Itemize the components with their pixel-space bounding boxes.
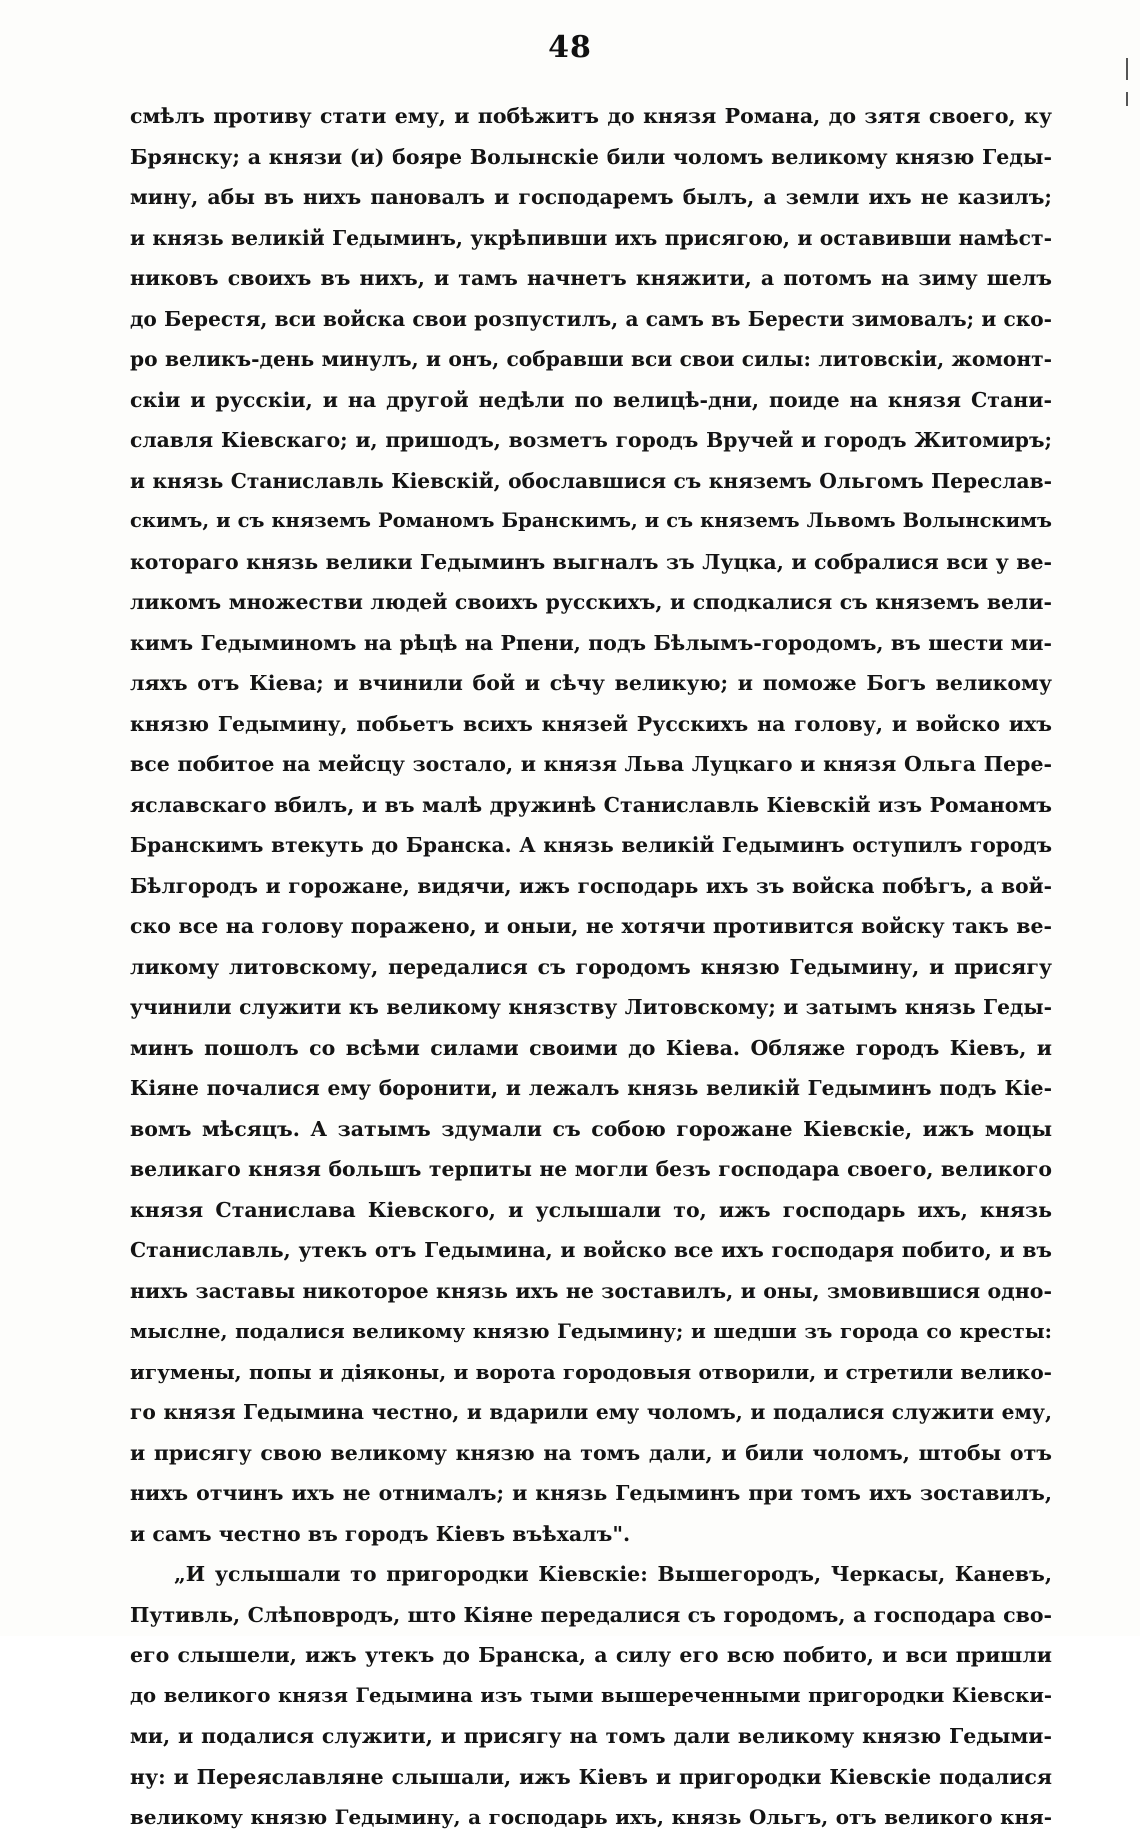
text-line: никовъ своихъ въ нихъ, и тамъ начнетъ княжити, а потомъ на зиму шелъ (130, 266, 1052, 290)
text-line: Бѣлгородъ и горожане, видячи, ижъ господарь ихъ зъ войска побѣгъ, а вой- (130, 873, 1052, 898)
text-line: и князь Станиславль Кіевскій, обославшися съ княземъ Ольгомъ Переслав- (130, 468, 1052, 493)
text-line: ну: и Переяславляне слышали, ижъ Кіевъ и пригородки Кіевскіе подалися (130, 1764, 1052, 1789)
paragraph-end-line: и самъ честно въ городъ Кіевъ въѣхалъ". (130, 1521, 631, 1546)
text-line: скіи и русскіи, и на другой недѣли по велицѣ-дни, поиде на князя Стани- (130, 387, 1052, 412)
text-line: князя Станислава Кіевского, и услышали то, ижъ господарь ихъ, князь (130, 1197, 1052, 1222)
text-line: ско все на голову поражено, и оныи, не хотячи противится войску такъ ве- (130, 914, 1052, 938)
text-line: его слышели, ижъ утекъ до Бранска, а силу его всю побито, и вси пришли (130, 1643, 1052, 1667)
text-line: мыслне, подалися великому князю Гедымину; и шедши зъ города со кресты: (130, 1319, 1052, 1343)
text-line: учинили служити къ великому князству Литовскому; и затымъ князь Геды- (130, 995, 1052, 1019)
text-line: славля Кіевскаго; и, пришодъ, возметъ городъ Вручей и городъ Житомиръ; (130, 428, 1052, 452)
text-line: яславскаго вбилъ, и въ малѣ дружинѣ Станиславль Кіевскій изъ Романомъ (130, 792, 1052, 817)
text-line: игумены, попы и діяконы, и ворота городовыя отворили, и стретили велико- (130, 1359, 1052, 1384)
text-line: Путивль, Слѣповродъ, што Кіяне передалися съ городомъ, а господара сво- (130, 1602, 1052, 1627)
text-line: ликому литовскому, передалися съ городомъ князю Гедымину, и присягу (130, 954, 1052, 979)
text-line: великаго князя большъ терпиты не могли безъ господара своего, великого (130, 1157, 1052, 1181)
text-line: Станиславль, утекъ отъ Гедымина, и войско все ихъ господаря побито, и въ (130, 1238, 1052, 1262)
page-number: 48 (548, 30, 592, 65)
text-line: кимъ Гедыминомъ на рѣцѣ на Рпени, подъ Бѣлымъ-городомъ, въ шести ми- (130, 630, 1052, 655)
text-line: ляхъ отъ Кіева; и вчинили бой и сѣчу великую; и поможе Богъ великому (130, 671, 1052, 695)
text-line: минъ пошолъ со всѣми силами своими до Кіева. Обляже городъ Кіевъ, и (130, 1035, 1052, 1060)
text-line: и присягу свою великому князю на томъ дали, и били чоломъ, штобы отъ (130, 1440, 1052, 1465)
text-line: котораго князь велики Гедыминъ выгналъ зъ Луцка, и собралися вси у ве- (130, 549, 1052, 574)
text-line: и князь великій Гедыминъ, укрѣпивши ихъ присягою, и оставивши намѣст- (130, 225, 1052, 250)
body-text (130, 96, 1052, 1838)
text-line: Кіяне почалися ему боронити, и лежалъ князь великій Гедыминъ подъ Кіе- (130, 1076, 1052, 1100)
text-line: все побитое на мейсцу зостало, и князя Льва Луцкаго и князя Ольга Пере- (130, 752, 1052, 776)
text-line: го князя Гедымина честно, и вдарили ему чоломъ, и подалися служити ему, (130, 1400, 1052, 1424)
text-line: Брянску; а князи (и) бояре Волынскіе били чоломъ великому князю Геды- (130, 144, 1052, 169)
text-line: смѣлъ противу стати ему, и побѣжитъ до князя Романа, до зятя своего, ку (130, 104, 1052, 128)
text-line: великому князю Гедымину, а господарь ихъ, князь Ольгъ, отъ великого кня- (130, 1805, 1052, 1829)
scan-margin-mark (1126, 92, 1128, 106)
paragraph-start-line: „И услышали то пригородки Кіевскіе: Вышегородъ, Черкасы, Каневъ, (174, 1562, 1052, 1586)
text-line: до Берестя, вси войска свои розпустилъ, а самъ въ Берести зимовалъ; и ско- (130, 306, 1052, 331)
text-line: нихъ заставы никоторое князь ихъ не зоставилъ, и оны, змовившися одно- (130, 1278, 1052, 1303)
text-line: ликомъ множестви людей своихъ русскихъ, и сподкалися съ княземъ вели- (130, 590, 1052, 614)
text-line: вомъ мѣсяцъ. А затымъ здумали съ собою горожане Кіевскіе, ижъ моцы (130, 1116, 1052, 1141)
text-line: мину, абы въ нихъ пановалъ и господаремъ былъ, а земли ихъ не казилъ; (130, 185, 1052, 209)
text-line: Бранскимъ втекуть до Бранска. А князь великій Гедыминъ оступилъ городъ (130, 833, 1052, 857)
text-line: скимъ, и съ княземъ Романомъ Бранскимъ, и съ княземъ Львомъ Волынскимъ (130, 509, 1052, 532)
text-line: до великого князя Гедымина изъ тыми вышереченными пригородки Кіевски- (130, 1683, 1052, 1707)
scan-margin-mark (1126, 58, 1128, 80)
text-line: нихъ отчинъ ихъ не отнималъ; и князь Гедыминъ при томъ ихъ зоставилъ, (130, 1481, 1052, 1505)
text-line: ро великъ-день минулъ, и онъ, собравши вси свои силы: литовскіи, жомонт- (130, 347, 1052, 371)
text-line: ми, и подалися служити, и присягу на томъ дали великому князю Гедыми- (130, 1724, 1052, 1748)
text-line: князю Гедымину, побьетъ всихъ князей Русскихъ на голову, и войско ихъ (130, 711, 1052, 736)
